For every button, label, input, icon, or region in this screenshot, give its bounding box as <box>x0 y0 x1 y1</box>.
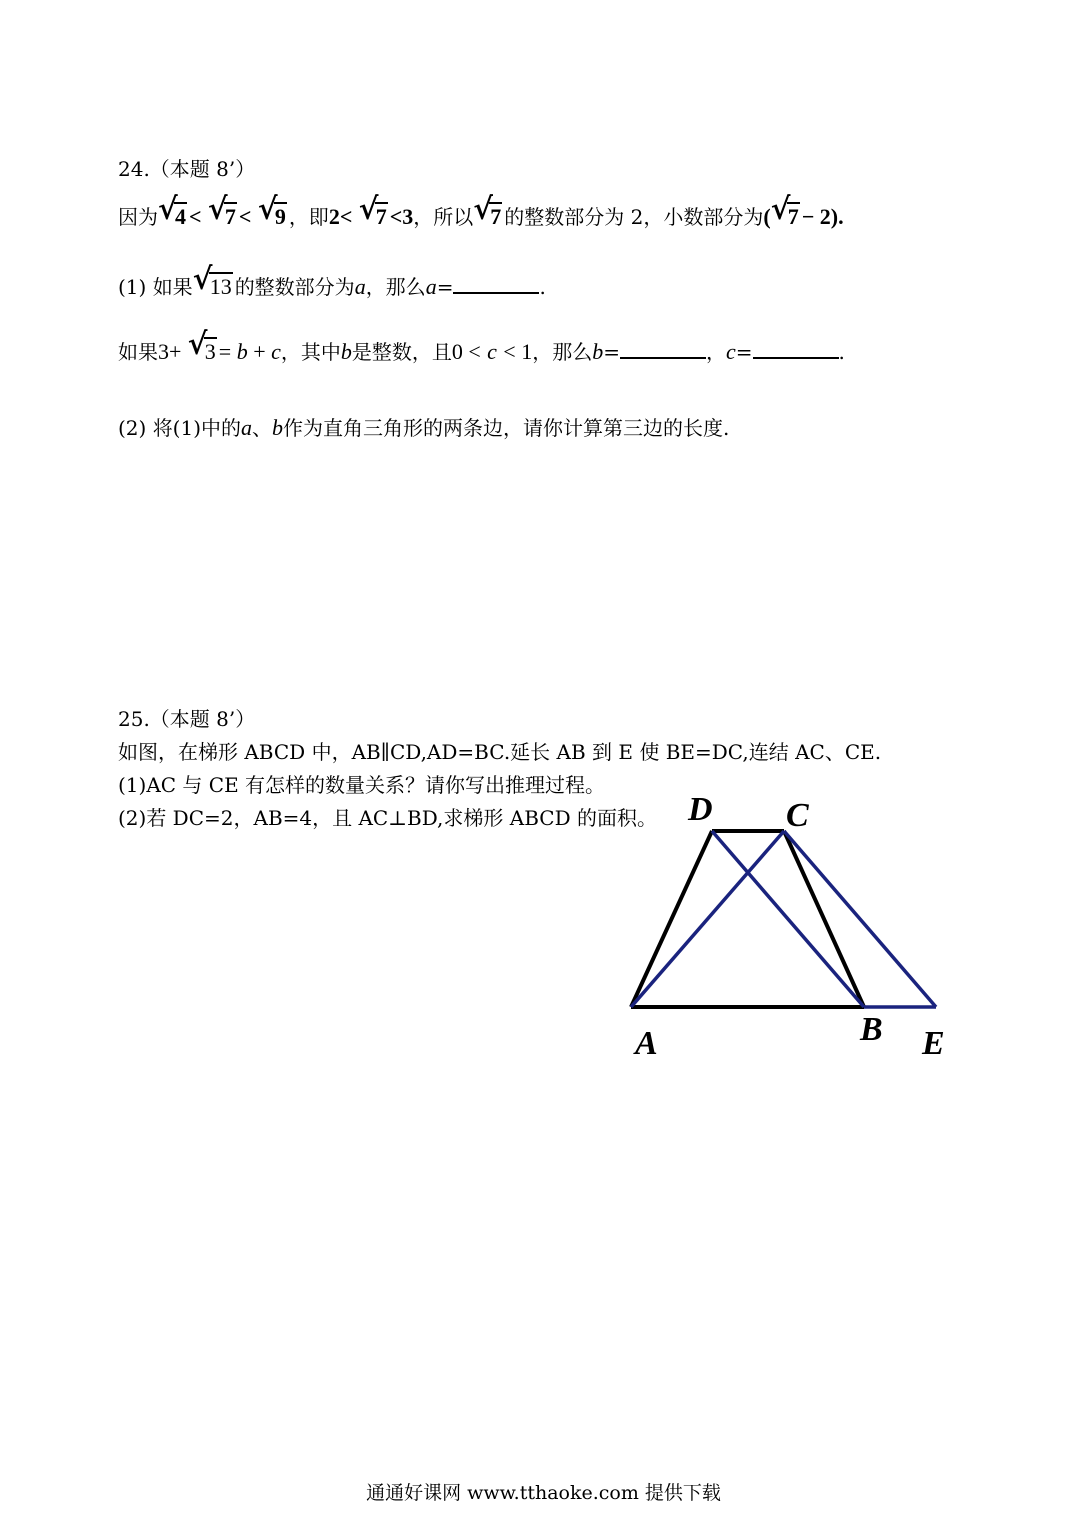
var-b: b <box>236 339 248 364</box>
intro-int-part: 的整数部分为 2，小数部分为 <box>504 205 764 229</box>
p2-sep: 、 <box>252 416 273 440</box>
intro-because: 因为 <box>118 205 158 229</box>
trapezoid-figure <box>600 780 980 1070</box>
paren-close: ) <box>830 204 839 229</box>
q24-part1b <box>118 337 845 365</box>
var-a2: a <box>425 274 437 299</box>
edge-CB <box>784 831 864 1007</box>
label-C: C <box>786 797 809 834</box>
p1b-then: ，那么 <box>532 340 593 364</box>
num-3: 3 <box>402 204 414 229</box>
num-2: 2 <box>328 204 340 229</box>
answer-blank-a[interactable] <box>453 272 539 294</box>
p1b-where: ，其中 <box>280 340 341 364</box>
lt-3: < <box>339 204 353 229</box>
var-a-p2: a <box>241 415 253 440</box>
p1b-eq2: = <box>735 340 753 364</box>
p1-eq: = <box>436 275 454 299</box>
q24-intro <box>118 204 844 230</box>
lt-2: < <box>238 204 252 229</box>
diagonal-BD <box>712 831 864 1007</box>
q24-part1 <box>118 272 546 300</box>
q24-header: 24.（本题 8’） <box>118 157 256 181</box>
p1-text: 的整数部分为 <box>234 275 355 299</box>
sqrt-7c: √ 7 <box>475 204 502 230</box>
var-b-p2: b <box>272 415 284 440</box>
ineq-1: < 1 <box>503 339 533 364</box>
p2-text: 作为直角三角形的两条边，请你计算第三边的长度. <box>283 416 730 440</box>
ineq-0: 0 < <box>451 339 481 364</box>
sqrt-4: √ 4 <box>160 204 187 230</box>
p1-dot: . <box>539 275 546 299</box>
paren-open: ( <box>763 204 771 229</box>
diagonal-AC <box>631 831 784 1007</box>
intro-ie: ，即 <box>288 205 329 229</box>
label-E: E <box>922 1025 945 1062</box>
plus: + <box>169 339 182 364</box>
var-c3: c <box>725 339 736 364</box>
var-c: c <box>271 339 281 364</box>
lt-1: < <box>189 204 202 229</box>
var-a: a <box>354 274 366 299</box>
edge-AD <box>631 831 712 1007</box>
num-3b: 3 <box>158 339 169 364</box>
p1b-isint: 是整数，且 <box>351 340 452 364</box>
p2-label: (2) 将(1)中的 <box>118 416 242 440</box>
var-c2: c <box>487 339 497 364</box>
p1b-eq: = <box>603 340 620 364</box>
label-A: A <box>635 1025 658 1062</box>
edge-CE <box>784 831 936 1007</box>
sqrt-13: √ 13 <box>195 274 233 300</box>
q24-part2 <box>118 415 729 441</box>
p1-then: ，那么 <box>365 275 426 299</box>
eq-bc: = <box>218 339 237 364</box>
q25-line1: 如图，在梯形 ABCD 中，AB∥CD,AD=BC.延长 AB 到 E 使 BE=DC,连结 AC、CE. <box>118 740 882 764</box>
period: . <box>838 204 844 229</box>
answer-blank-c[interactable] <box>753 337 839 359</box>
lt-4: < <box>389 204 403 229</box>
sqrt-7d: √ 7 <box>773 204 800 230</box>
var-b2: b <box>340 339 352 364</box>
page-footer: 通通好课网 www.tthaoke.com 提供下载 <box>366 1482 721 1504</box>
q25-line3: (2)若 DC=2，AB=4，且 AC⊥BD,求梯形 ABCD 的面积。 <box>118 806 657 830</box>
minus-2: − 2 <box>801 204 831 229</box>
label-D: D <box>688 791 713 828</box>
intro-so: ，所以 <box>413 205 474 229</box>
sqrt-9: √ 9 <box>260 204 287 230</box>
sqrt-7: √ 7 <box>210 204 237 230</box>
sqrt-7b: √ 7 <box>361 204 388 230</box>
q25-line2: (1)AC 与 CE 有怎样的数量关系？请你写出推理过程。 <box>118 773 606 797</box>
label-B: B <box>860 1011 883 1048</box>
sqrt-3: √ 3 <box>190 339 217 365</box>
answer-blank-b[interactable] <box>620 337 706 359</box>
plus-2: + <box>247 339 272 364</box>
var-b3: b <box>592 339 604 364</box>
p1b-comma: ， <box>705 340 726 364</box>
q25-header: 25.（本题 8’） <box>118 707 256 731</box>
p1b-dot: . <box>838 340 845 364</box>
p1b-if: 如果 <box>118 340 158 364</box>
p1-label: (1) 如果 <box>118 275 193 299</box>
